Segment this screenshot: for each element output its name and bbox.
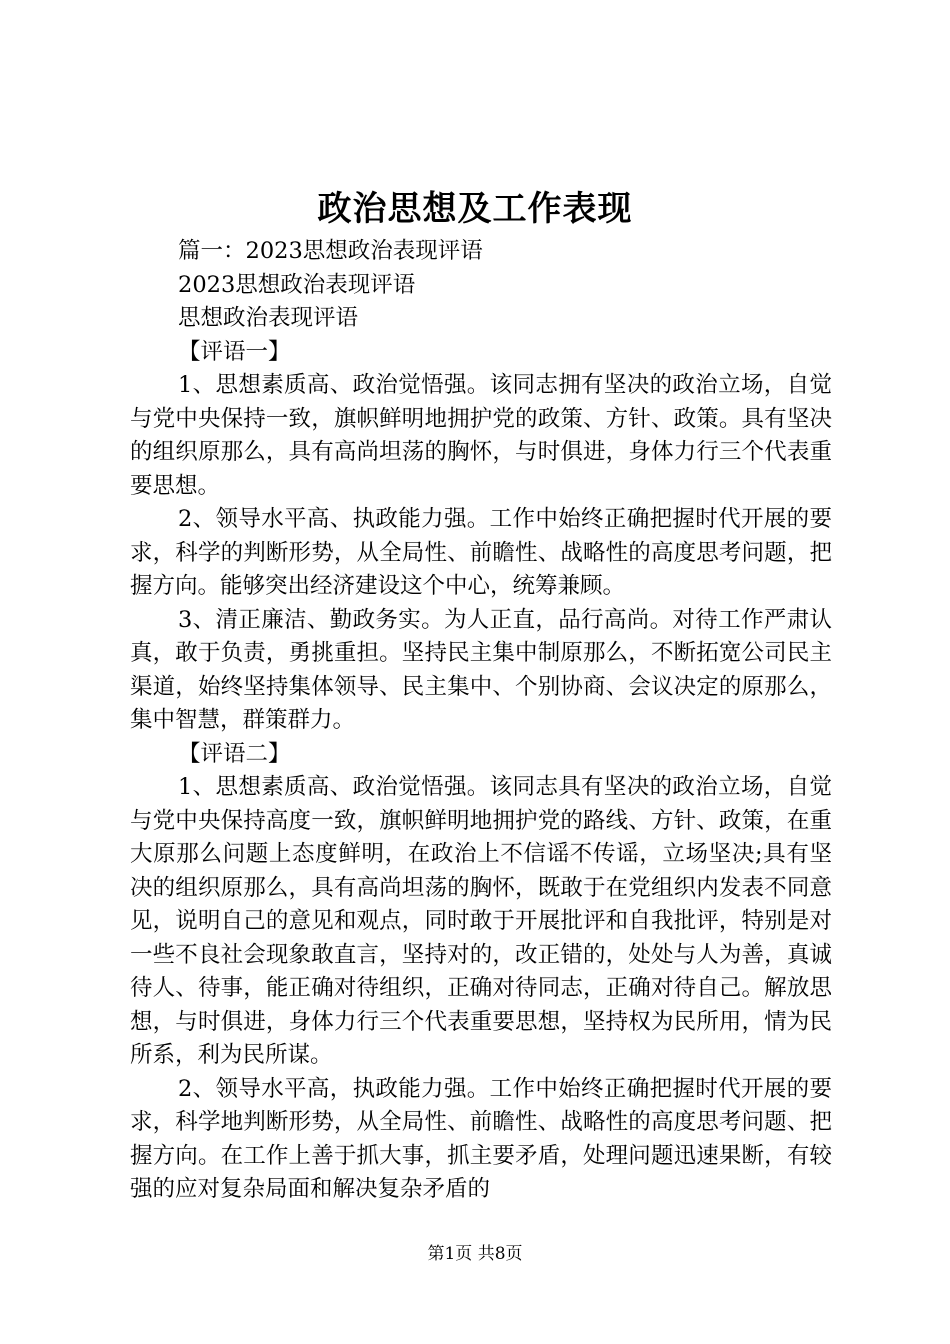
subheading-line: 篇一：2023思想政治表现评语: [178, 238, 483, 264]
document-title: 政治思想及工作表现: [317, 189, 633, 229]
subheading-line: 思想政治表现评语: [178, 305, 359, 331]
page-footer: 第1页 共8页: [427, 1244, 523, 1264]
paragraph: 1、思想素质高、政治觉悟强。该同志拥有坚决的政治立场，自觉与党中央保持一致，旗帜鲜明地拥护党的政策、方针、政策。具有坚决的组织原那么，具有高尚坦荡的胸怀，与时俱进，身体力行三个代表重要思想。: [130, 372, 832, 499]
section-heading: 【评语二】: [178, 740, 291, 767]
paragraph: 2、领导水平高、执政能力强。工作中始终正确把握时代开展的要求，科学的判断形势，从全局性、前瞻性、战略性的高度思考问题，把握方向。能够突出经济建设这个中心，统筹兼顾。: [130, 506, 832, 599]
section-heading: 【评语一】: [178, 338, 291, 365]
paragraph: 3、清正廉洁、勤政务实。为人正直，品行高尚。对待工作严肃认真，敢于负责，勇挑重担。坚持民主集中制原那么，不断拓宽公司民主渠道，始终坚持集体领导、民主集中、个别协商、会议决定的原那么，集中智慧，群策群力。: [130, 606, 832, 733]
paragraph: 2、领导水平高，执政能力强。工作中始终正确把握时代开展的要求，科学地判断形势，从全局性、前瞻性、战略性的高度思考问题、把握方向。在工作上善于抓大事，抓主要矛盾，处理问题迅速果断，有较强的应对复杂局面和解决复杂矛盾的: [130, 1075, 832, 1202]
paragraph: 1、思想素质高、政治觉悟强。该同志具有坚决的政治立场，自觉与党中央保持高度一致，旗帜鲜明地拥护党的路线、方针、政策，在重大原那么问题上态度鲜明，在政治上不信谣不传谣，立场坚决;具有坚决的组织原那么，具有高尚坦荡的胸怀，既敢于在党组织内发表不同意见，说明自己的意见和观点，同时敢于开展批评和自我批评，特别是对一些不良社会现象敢直言，坚持对的，改正错的，处处与人为善，真诚待人、待事，能正确对待组织，正确对待同志，正确对待自己。解放思想，与时俱进，身体力行三个代表重要思想，坚持权为民所用，情为民所系，利为民所谋。: [130, 774, 832, 1068]
document-body: [130, 235, 832, 1207]
subheading-line: 2023思想政治表现评语: [178, 271, 416, 298]
